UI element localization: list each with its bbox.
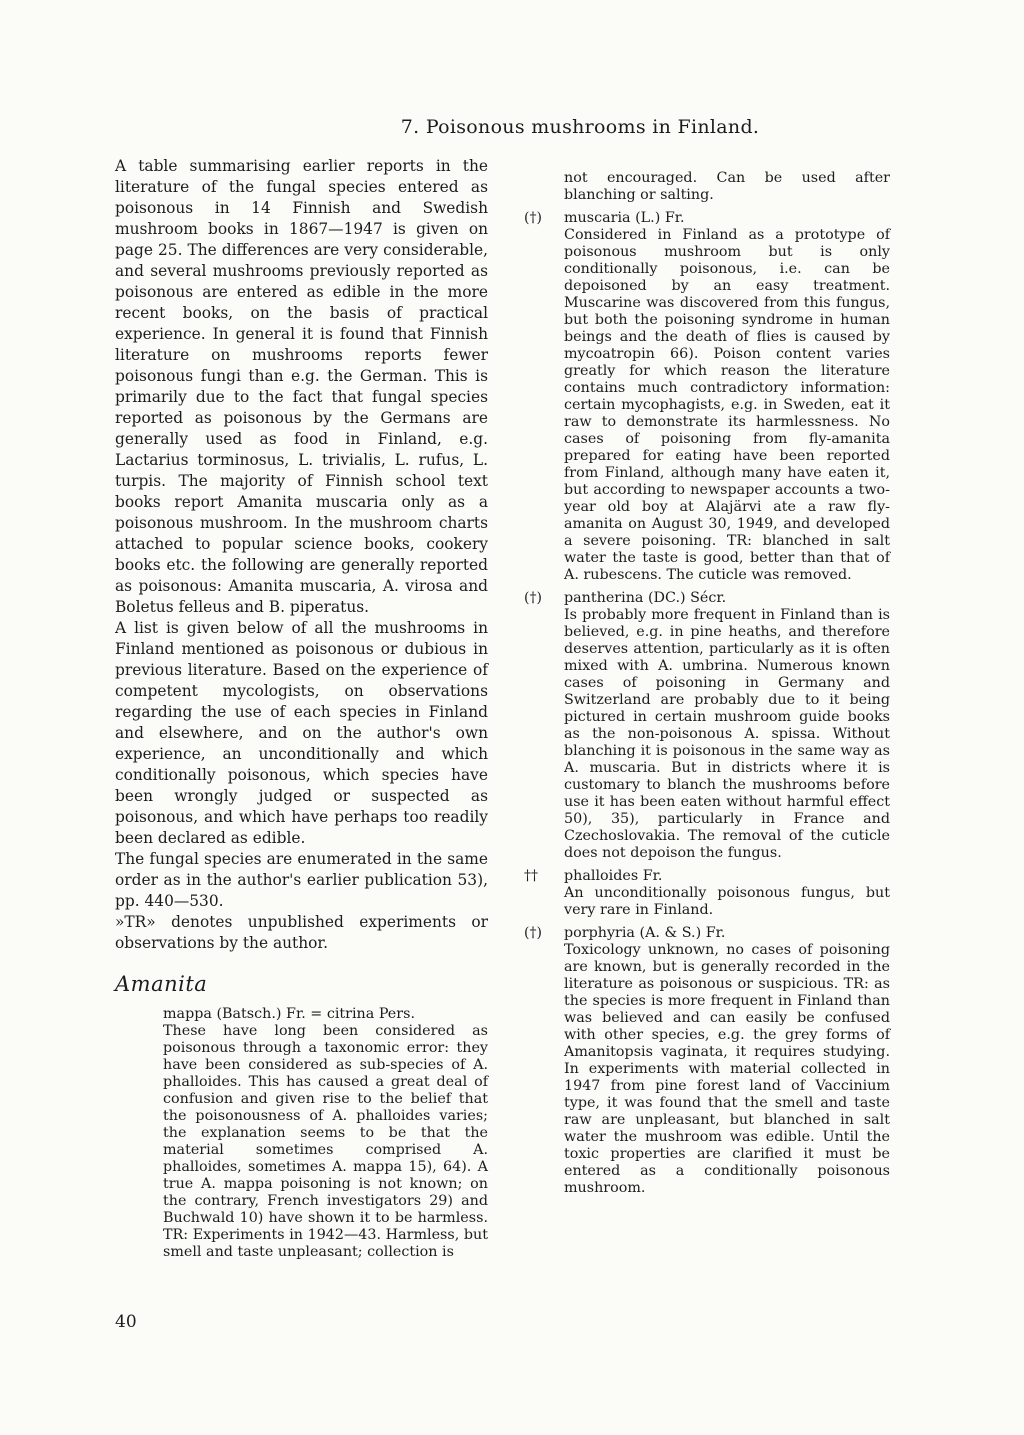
page-number: 40 [115,1312,137,1332]
species-description: Toxicology unknown, no cases of poisoning are known, but is generally recorded in the literature as poisonous or suspicious. TR: as the species is more frequent in Finland than was believed and can easily be confused with other species, e.g. the grey forms of Amanitopsis vaginata, it requires studying. In experiments with material collected in 1947 from pine forest land of Vaccinium type, it was found that the smell and taste raw are unpleasant, but blanched in salt water the mushroom was edible. Until the toxic properties are clarified it must be entered as a conditionally poisonous mushroom. [564,942,890,1197]
left-column [115,156,488,1267]
species-name: phalloides Fr. [564,868,663,885]
species-name: mappa (Batsch.) Fr. = citrina Pers. [163,1006,415,1022]
species-description: Considered in Finland as a prototype of poisonous mushroom but is only conditionally poisonous, i.e. can be depoisoned by an easy treatment. Muscarine was discovered from this fungus, but both the poisoning syndrome in human beings and the death of flies is caused by mycoatropin 66). Poison content varies greatly for which reason the literature contains much contradictory information: certain mycophagists, e.g. in Sweden, eat it raw to demonstrate its harmlessness. No cases of poisoning from fly-amanita prepared for eating have been reported from Finland, although many have eaten it, but according to newspaper accounts a two-year old boy at Alajärvi ate a raw fly-amanita on August 30, 1949, and developed a severe poisoning. TR: blanched in salt water the taste is good, better than that of A. rubescens. The cuticle was removed. [564,227,890,584]
intro-paragraph: The fungal species are enumerated in the same order as in the author's earlier publication 53), pp. 440—530. [115,850,488,910]
species-name: muscaria (L.) Fr. [564,210,685,227]
intro-paragraph: A list is given below of all the mushrooms in Finland mentioned as poisonous or dubious in previous literature. Based on the experience of competent mycologists, on observations regarding the use of each species in Finland and elsewhere, and on the author's own experience, an unconditionally and which conditionally poisonous, which species have been wrongly judged or suspected as poisonous, and which have perhaps too readily been declared as edible. [115,619,488,847]
continued-text: not encouraged. Can be used after blanching or salting. [564,170,890,204]
intro-paragraph: A table summarising earlier reports in the literature of the fungal species entered as poisonous in 14 Finnish and Swedish mushroom books in 1867—1947 is given on page 25. The differences are very considerable, and several mushrooms previously reported as poisonous are entered as edible in the more recent books, on the basis of practical experience. In general it is found that Finnish literature on mushrooms reports fewer poisonous fungi than e.g. the German. This is primarily due to the fact that fungal species reported as poisonous by the Germans are generally used as food in Finland, e.g. Lactarius torminosus, L. trivialis, L. rufus, L. turpis. The majority of Finnish school text books report Amanita muscaria only as a poisonous mushroom. In the mushroom charts attached to popular science books, cookery books etc. the following are generally reported as poisonous: Amanita muscaria, A. virosa and Boletus felleus and B. piperatus. [115,157,488,616]
right-column [524,156,890,1203]
species-description: Is probably more frequent in Finland than is believed, e.g. in pine heaths, and therefore deserves attention, particularly as it is often mixed with A. umbrina. Numerous known cases of poisoning in Germany and Switzerland are probably due to it being pictured in certain mushroom guide books as the non-poisonous A. spissa. Without blanching it is poisonous in the same way as A. muscaria. But in districts where it is customary to blanch the mushrooms before use it has been eaten without harmful effect 50), 35), particularly in France and Czechoslovakia. The removal of the cuticle does not depoison the fungus. [564,607,890,862]
species-entry [524,210,890,584]
intro-paragraph: »TR» denotes unpublished experiments or observations by the author. [115,913,488,952]
species-name: pantherina (DC.) Sécr. [564,590,727,607]
species-entry [524,868,890,919]
species-description: An unconditionally poisonous fungus, but very rare in Finland. [564,885,890,919]
toxicity-mark: †† [524,868,538,885]
species-entry [115,1006,488,1261]
species-description: These have long been considered as poisonous through a taxonomic error: they have been considered as sub-species of A. phalloides. This has caused a great deal of confusion and given rise to the belief that the poisonousness of A. phalloides varies; the explanation seems to be that the material sometimes comprised A. phalloides, sometimes A. mappa 15), 64). A true A. mappa poisoning is not known; on the contrary, French investigators 29) and Buchwald 10) have shown it to be harmless. TR: Experiments in 1942—43. Harmless, but smell and taste unpleasant; collection is [163,1023,488,1260]
toxicity-mark: (†) [524,590,542,607]
toxicity-mark: (†) [524,925,542,942]
species-name: porphyria (A. & S.) Fr. [564,925,726,942]
intro-text [115,156,488,954]
page-title: 7. Poisonous mushrooms in Finland. [400,116,760,138]
species-entry [524,590,890,862]
species-entry [524,925,890,1197]
genus-heading: Amanita [115,972,208,996]
toxicity-mark: (†) [524,210,542,227]
